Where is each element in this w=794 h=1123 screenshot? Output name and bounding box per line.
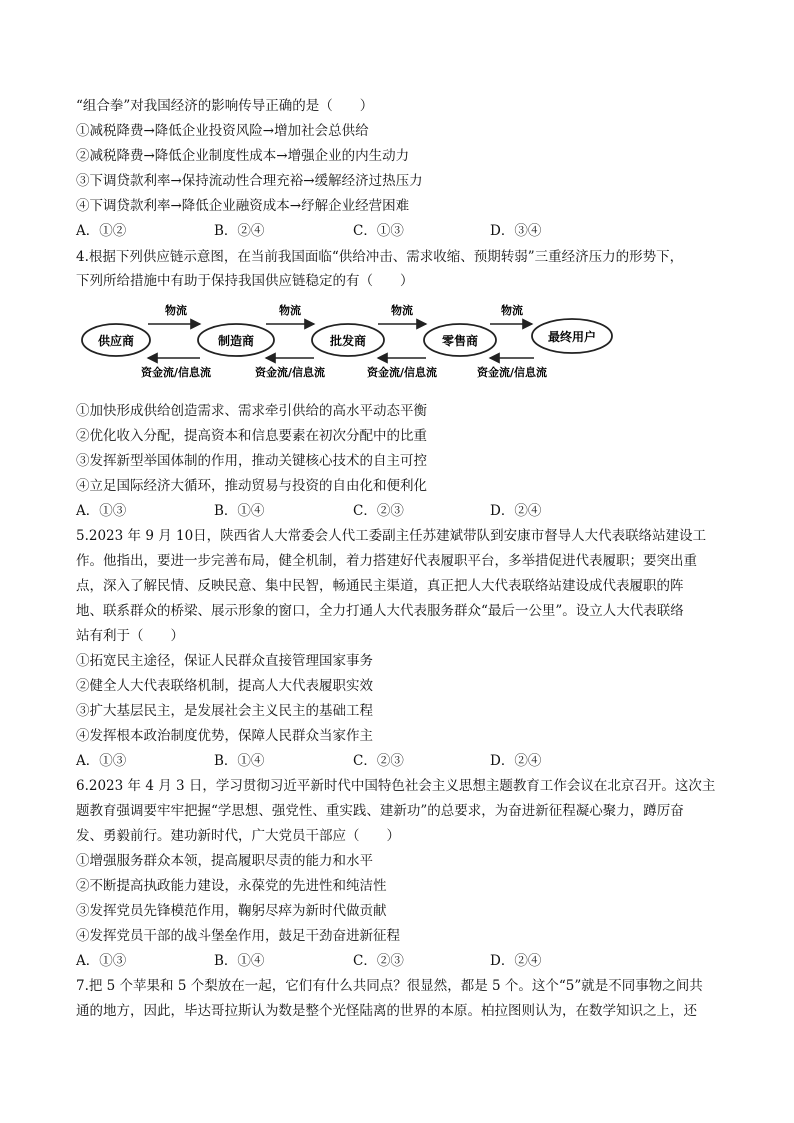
q5-stem-line-3: 点，深入了解民情、反映民意、集中民智，畅通民主渠道，真正把人大代表联络站建设成代表履职的阵 (76, 578, 684, 594)
node-supplier (82, 324, 150, 356)
q5-item-3: ③扩大基层民主，是发展社会主义民主的基础工程 (76, 703, 373, 719)
q7-stem-line-2: 通的地方，因此，毕达哥拉斯认为数是整个光怪陆离的世界的本原。柏拉图则认为，在数学知识之上，还 (76, 1003, 697, 1019)
logistics-label-3: 物流 (391, 304, 413, 317)
q6-item-4: ④发挥党员干部的战斗堡垒作用，鼓足干劲奋进新征程 (76, 928, 400, 944)
q6-item-2: ②不断提高执政能力建设，永葆党的先进性和纯洁性 (76, 878, 387, 894)
q3-option-b: B．②④ (214, 223, 265, 239)
q5-option-a: A．①③ (76, 753, 127, 769)
logistics-arrow-4 (490, 303, 532, 324)
q6-stem-line-3: 发、勇毅前行。建功新时代，广大党员干部应（ ） (76, 828, 400, 844)
node-wholesaler-label: 批发商 (329, 334, 367, 348)
capital-info-label-2: 资金流/信息流 (254, 366, 326, 379)
q4-stem-line-1: 4.根据下列供应链示意图，在当前我国面临“供给冲击、需求收缩、预期转弱”三重经济压力的形势下， (76, 249, 684, 265)
q3-option-c: C．①③ (353, 223, 404, 239)
capital-info-arrow-1 (141, 358, 211, 379)
q3-option-d: D．③④ (490, 223, 542, 239)
q5-option-d: D．②④ (490, 753, 542, 769)
q6-option-a: A．①③ (76, 953, 127, 969)
node-end-user-label: 最终用户 (547, 330, 597, 344)
q5-item-4: ④发挥根本政治制度优势，保障人民群众当家作主 (76, 728, 373, 744)
node-retailer-label: 零售商 (441, 334, 479, 348)
q5-stem-line-1: 5.2023 年 9 月 10日，陕西省人大常委会人代工委副主任苏建斌带队到安康市督导人大代表联络站建设工 (76, 528, 707, 544)
node-wholesaler (312, 324, 384, 356)
capital-info-label-4: 资金流/信息流 (476, 366, 548, 379)
supply-chain-diagram (76, 294, 636, 384)
q5-stem-line-2: 作。他指出，要进一步完善布局，健全机制，着力搭建好代表履职平台，多举措促进代表履职；要突出重 (76, 553, 697, 569)
capital-info-arrow-4 (477, 358, 547, 379)
q4-option-c: C．②③ (353, 503, 404, 519)
q4-item-4: ④立足国际经济大循环，推动贸易与投资的自由化和便利化 (76, 478, 427, 494)
q4-option-a: A．①③ (76, 503, 127, 519)
capital-info-arrow-2 (255, 358, 325, 379)
logistics-arrow-1 (148, 303, 200, 324)
q3-stem: “组合拳”对我国经济的影响传导正确的是（ ） (76, 98, 374, 114)
q5-item-1: ①拓宽民主途径，保证人民群众直接管理国家事务 (76, 653, 373, 669)
logistics-label-1: 物流 (165, 304, 187, 317)
q6-stem-line-1: 6.2023 年 4 月 3 日，学习贯彻习近平新时代中国特色社会主义思想主题教育工作会议在北京召开。这次主 (76, 778, 716, 794)
q4-option-d: D．②④ (490, 503, 542, 519)
node-end-user (532, 319, 612, 353)
q4-item-1: ①加快形成供给创造需求、需求牵引供给的高水平动态平衡 (76, 403, 427, 419)
q6-option-d: D．②④ (490, 953, 542, 969)
q7-stem-line-1: 7.把 5 个苹果和 5 个梨放在一起，它们有什么共同点？很显然，都是 5 个。这个“5”就是不同事物之间共 (76, 978, 703, 994)
capital-info-arrow-3 (367, 358, 437, 379)
node-manufacturer-label: 制造商 (217, 334, 255, 348)
q6-stem-line-2: 题教育强调要牢牢把握“学思想、强党性、重实践、建新功”的总要求，为奋进新征程凝心聚力，蹲厉奋 (76, 803, 684, 819)
q3-item-2: ②减税降费→降低企业制度性成本→增强企业的内生动力 (76, 148, 410, 164)
q5-stem-line-5: 站有利于（ ） (76, 628, 184, 644)
q6-item-1: ①增强服务群众本领，提高履职尽责的能力和水平 (76, 853, 373, 869)
logistics-label-2: 物流 (279, 304, 301, 317)
q3-item-1: ①减税降费→降低企业投资风险→增加社会总供给 (76, 123, 369, 139)
q4-item-3: ③发挥新型举国体制的作用，推动关键核心技术的自主可控 (76, 453, 427, 469)
node-supplier-label: 供应商 (97, 334, 135, 348)
q5-stem-line-4: 地、联系群众的桥梁、展示形象的窗口，全力打通人大代表服务群众“最后一公里”。设立人大代表联络 (76, 603, 684, 619)
logistics-label-4: 物流 (501, 304, 523, 317)
logistics-arrow-3 (378, 303, 426, 324)
q3-item-3: ③下调贷款利率→保持流动性合理充裕→缓解经济过热压力 (76, 173, 423, 189)
q3-item-4: ④下调贷款利率→降低企业融资成本→纾解企业经营困难 (76, 198, 410, 214)
q3-option-a: A．①② (76, 223, 127, 239)
q4-item-2: ②优化收入分配，提高资本和信息要素在初次分配中的比重 (76, 428, 427, 444)
q6-option-c: C．②③ (353, 953, 404, 969)
q5-item-2: ②健全人大代表联络机制，提高人大代表履职实效 (76, 678, 373, 694)
q6-item-3: ③发挥党员先锋模范作用，鞠躬尽瘁为新时代做贡献 (76, 903, 387, 919)
q5-option-c: C．②③ (353, 753, 404, 769)
logistics-arrow-2 (266, 303, 314, 324)
capital-info-label-3: 资金流/信息流 (366, 366, 438, 379)
capital-info-label-1: 资金流/信息流 (140, 366, 212, 379)
q4-option-b: B．①④ (214, 503, 265, 519)
node-manufacturer (198, 324, 274, 356)
q6-option-b: B．①④ (214, 953, 265, 969)
node-retailer (424, 324, 496, 356)
q4-stem-line-2: 下列所给措施中有助于保持我国供应链稳定的有（ ） (76, 273, 414, 289)
q5-option-b: B．①④ (214, 753, 265, 769)
